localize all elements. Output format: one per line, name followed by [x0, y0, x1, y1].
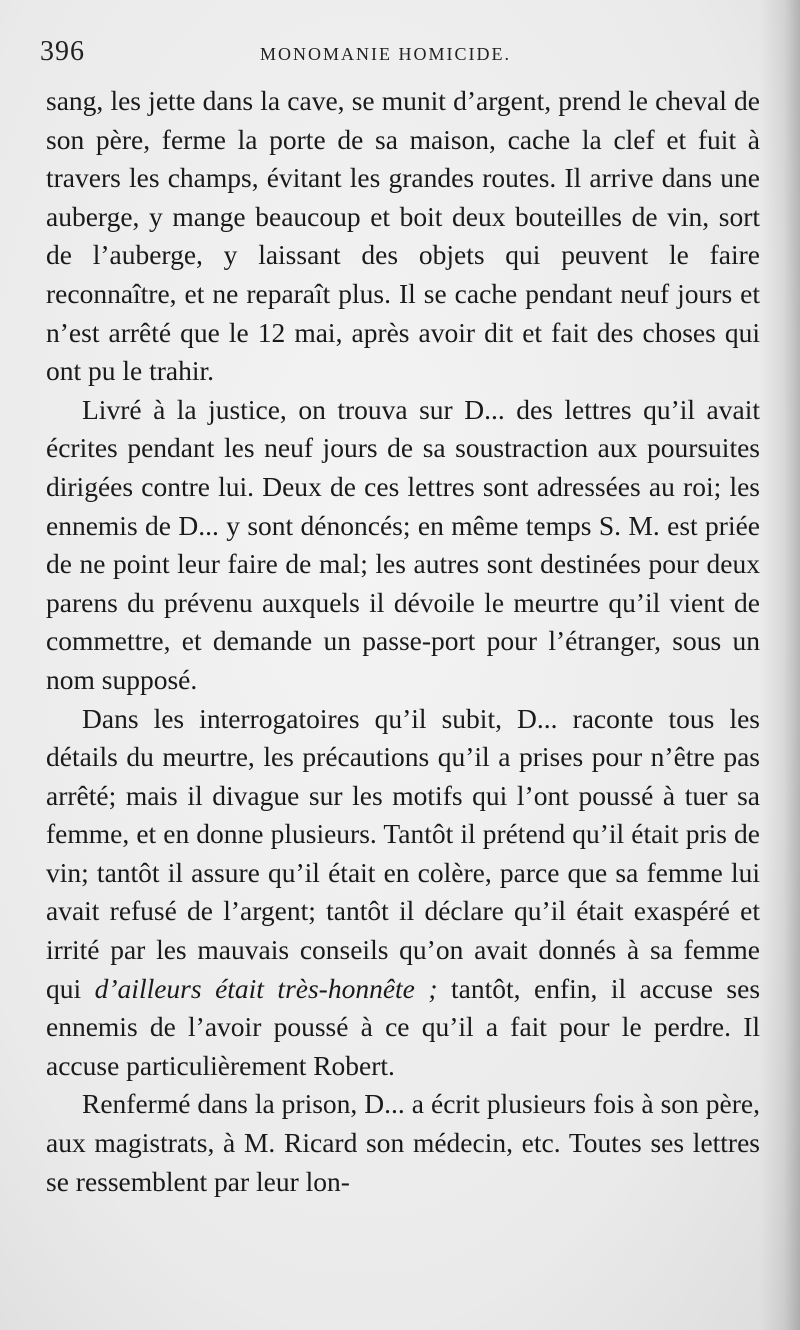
spine-shadow: [760, 0, 800, 1330]
page-number: 396: [40, 36, 85, 67]
running-head: [40, 36, 760, 76]
paragraph-3-text-before: Dans les interrogatoires qu’il subit, D... raconte tous les détails du meurtre, les précautions qu’il a prises pour n’être pas arrêté; mais il divague sur les motifs qui l’ont poussé à tuer sa femme, et en donne plusieurs. Tantôt il prétend qu’il était pris de vin; tantôt il assure qu’il était en colère, parce que sa femme lui avait refusé de l’argent; tantôt il déclare qu’il était exaspéré et irrité par les mauvais conseils qu’on avait donnés à sa femme qui: [46, 702, 760, 1004]
running-title: MONOMANIE HOMICIDE.: [260, 44, 511, 64]
paragraph-1: sang, les jette dans la cave, se munit d’argent, prend le cheval de son père, ferme la porte de sa maison, cache la clef et fuit à travers les champs, évitant les grandes routes. Il arrive dans une auberge, y mange beaucoup et boit deux bouteilles de vin, sort de l’auberge, y laissant des objets qui peuvent le faire reconnaître, et ne reparaît plus. Il se cache pendant neuf jours et n’est arrêté que le 12 mai, après avoir dit et fait des choses qui ont pu le trahir.: [46, 85, 760, 387]
paragraph-3: [46, 700, 760, 1086]
body-text: [46, 82, 760, 1201]
paragraph-3-italic: d’ailleurs était très-honnête ;: [94, 972, 438, 1004]
paragraph-2: Livré à la justice, on trouva sur D... des lettres qu’il avait écrites pendant les neuf jours de sa soustraction aux poursuites dirigées contre lui. Deux de ces lettres sont adressées au roi; les ennemis de D... y sont dénoncés; en même temps S. M. est priée de ne point leur faire de mal; les autres sont destinées pour deux parens du prévenu auxquels il dévoile le meurtre qu’il vient de commettre, et demande un passe-port pour l’étranger, sous un nom supposé.: [46, 393, 760, 695]
paragraph-3-text-after: tantôt, enfin, il accuse ses ennemis de l’avoir poussé à ce qu’il a fait pour le perdre. Il accuse particulièrement Robert.: [46, 972, 761, 1081]
paragraph-4: Renfermé dans la prison, D... a écrit plusieurs fois à son père, aux magistrats, à M. Ricard son médecin, etc. Toutes ses lettres se ressemblent par leur lon-: [46, 1088, 760, 1197]
